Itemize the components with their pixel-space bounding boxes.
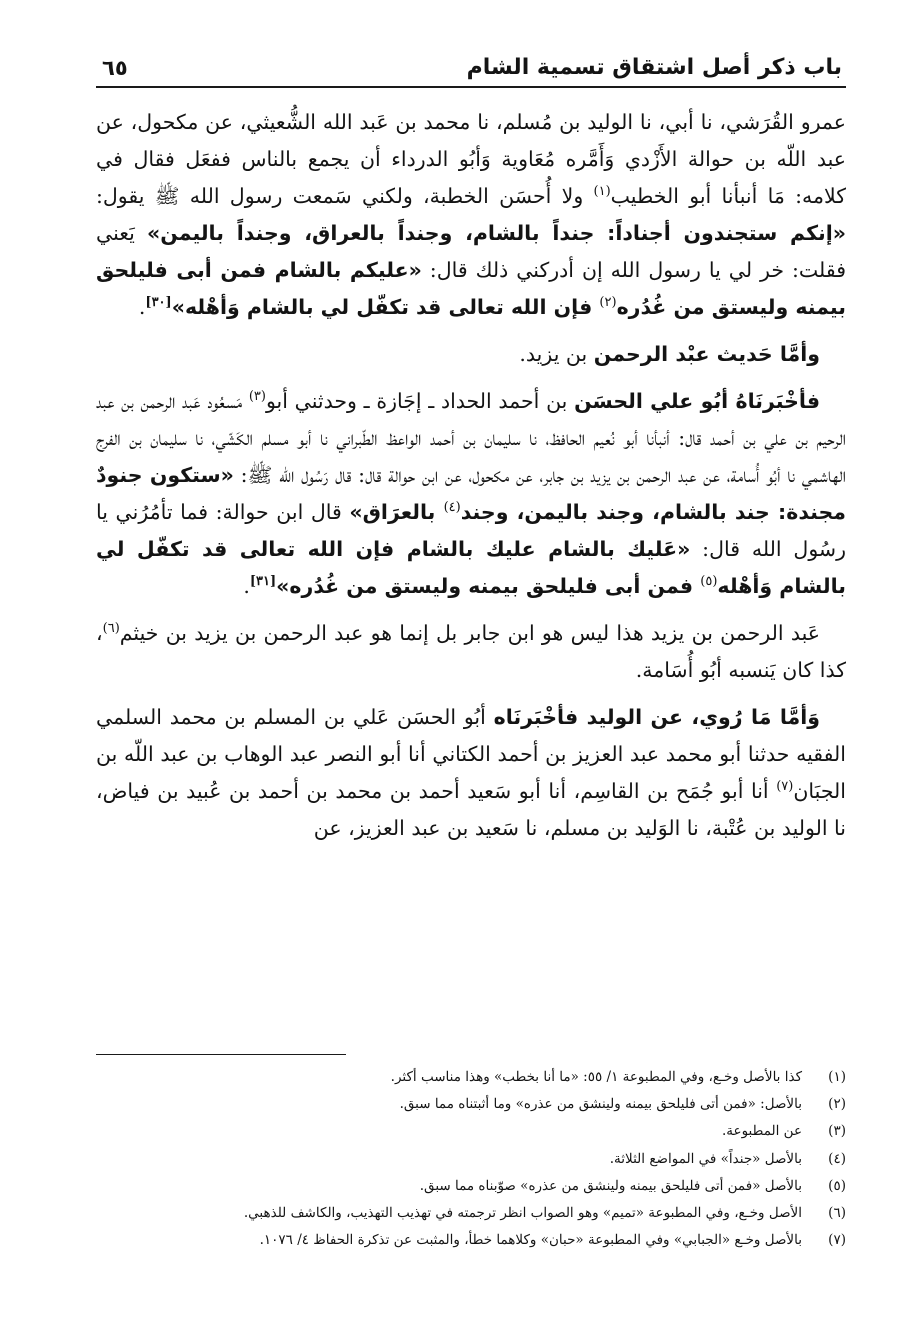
footnote-text: بالأصل وخـع «الجبابي» وفي المطبوعة «حبان» وكلاهما خطأ، والمثبت عن تذكرة الحفاظ ٤/ ١٠٧٦. [259, 1232, 802, 1249]
chapter-title: باب ذكر أصل اشتقاق تسمية الشام [466, 55, 842, 80]
paragraph-4 [96, 615, 846, 689]
footnote-text: كذا بالأصل وخـع، وفي المطبوعة ١/ ٥٥: «ما أنا بخطب» وهذا مناسب أكثر. [390, 1069, 802, 1085]
footnote-number: (١) [828, 1069, 846, 1085]
text-run: قال ابن حوالة: فما تأمُرُني يا رسُول الله قال: [96, 500, 846, 561]
text-run: . [243, 574, 250, 598]
hadith-quote: بالعرَاق» [349, 500, 444, 524]
footnote-number: (٣) [828, 1123, 846, 1140]
text-run: ولا أُحسَن الخطبة، ولكني سَمعت رسول الله ﷺ يقول: [96, 184, 594, 208]
main-text [96, 104, 846, 847]
footnote [96, 1173, 846, 1200]
section-lead: فأخْبَرنَاهُ أبُو علي الحسَن [574, 389, 820, 413]
text-run: عَبد الرحمن بن يزيد هذا ليس هو ابن جابر بل إنما هو عبد الرحمن بن يزيد بن خيثم [119, 621, 820, 645]
footnote [96, 1200, 846, 1227]
footnote-marker-1: (١) [593, 184, 611, 199]
reference-number: [٣٠] [145, 295, 172, 310]
footnote-marker-3: (٣) [248, 389, 266, 404]
footnote-marker-4: (٤) [443, 500, 461, 515]
text-run: يَعني فقلت: خر لي يا رسول الله إن أدركني ذلك قال: [96, 221, 846, 282]
hadith-quote: «إنكم ستجندون أجناداً: جنداً بالشام، وجنداً بالعراق، وجنداً باليمن» [147, 221, 847, 245]
hadith-quote: «ستكون جنودٌ مجندة: جند بالشام، وجند باليمن، وجند [96, 463, 846, 524]
footnote-divider [96, 1054, 346, 1055]
footnote [96, 1227, 846, 1254]
hadith-quote: «عليكم بالشام فمن أبى فليلحق بيمنه وليستق من غُدُره [96, 258, 846, 319]
hadith-quote: «عَليك بالشام عليك بالشام فإن الله تعالى قد تكفّل لي بالشام وَأهْله [96, 537, 846, 598]
paragraph-5 [96, 699, 846, 847]
footnote [96, 1064, 846, 1091]
footnote-text: بالأصل «جنداً» في المواضع الثلاثة. [609, 1150, 802, 1167]
text-run: أنا أبو جُمَح بن القاسِم، أنا أبو سَعيد أحمد بن محمد بن أحمد بن عُبيد بن فياض، نا الوليد بن عُتْبة، نا الوَليد بن مسلم، نا سَعيد بن عبد العزيز، عن [96, 779, 846, 840]
section-lead: وأمَّا حَديث عبْد الرحمن [593, 342, 820, 366]
paragraph-3 [96, 383, 846, 605]
hadith-quote: فإن الله تعالى قد تكفّل لي بالشام وَأهْله» [171, 295, 600, 319]
footnote-text: بالأصل: «فمن أتى فليلحق بيمنه ولينشق من عذره» وما أثبتناه مما سبق. [399, 1096, 802, 1113]
footnote [96, 1146, 846, 1173]
running-header [96, 40, 846, 88]
text-run: . [138, 295, 146, 319]
text-run: مَسعُود عَبد الرحمن بن عبد الرحيم بن علي بن أحمد قال: أنبأنا أبو نُعيم الحافظ، نا سليمان بن أحمد الواعظ الطّبراني نا أبو مسلم الكَشّي، نا سليمان بن الفرج الهاشمي نا أبُو أُسامة، عن عبد الرحمن بن يزيد بن جابر، عن مكحول، عن ابن حوالة قال: قال رَسُول الله ﷺ: [96, 389, 846, 487]
paragraph-1 [96, 104, 846, 326]
footnote-number: (٦) [828, 1205, 846, 1222]
footnote-number: (٥) [828, 1177, 846, 1194]
page-number: ٦٥ [102, 56, 128, 80]
footnote-number: (٧) [828, 1232, 846, 1249]
footnote-text: الأصل وخـع، وفي المطبوعة «تميم» وهو الصواب انظر ترجمته في تهذيب التهذيب، والكاشف للذهبي. [243, 1205, 802, 1222]
footnote-marker-7: (٧) [776, 779, 794, 794]
footnote-text: بالأصل «فمن أتى فليلحق بيمنه ولينشق من عذره» صوّبناه مما سبق. [419, 1177, 802, 1194]
footnote-marker-5: (٥) [700, 574, 718, 589]
footnote-text: عن المطبوعة. [722, 1123, 802, 1140]
text-run: عمرو القُرَشي، نا أبي، نا الوليد بن مُسلم، نا محمد بن عَبد الله الشُّعيثي، عن مكحول، عن عبد اللّه بن حوالة الأَزْدي وَأَمَّره مُعَاوية وَأبُو الدرداء أن يجمع بالناس ففعَل فقال في كلامه: مَا أنبأنا أبو الخطيب [96, 110, 846, 208]
footnote-number: (٢) [828, 1096, 846, 1113]
text-run: ، كذا كان يَنسبه أبُو أُسَامة. [96, 621, 846, 682]
section-lead: وَأمَّا مَا رُوي، عن الوليد فأخْبَرنَاه [493, 705, 820, 729]
footnote-marker-2: (٢) [599, 295, 617, 310]
footnote-marker-6: (٦) [102, 621, 120, 636]
text-run: أبُو الحسَن عَلي بن المسلم بن محمد السلمي الفقيه حدثنا أبو محمد عبد العزيز بن أحمد الكتاني أنا أبو النصر عبد الوهاب بن عبد اللّه بن الجبَان [96, 705, 846, 803]
hadith-quote: فمن أبى فليلحق بيمنه وليستق من غُدُره» [276, 574, 701, 598]
footnote [96, 1118, 846, 1145]
text-run: بن يزيد. [519, 342, 594, 366]
paragraph-2 [96, 336, 846, 373]
text-run: بن أحمد الحداد ـ إجَازة ـ وحدثني أبو [265, 389, 575, 413]
footnotes [96, 1064, 846, 1254]
reference-number: [٣١] [249, 574, 277, 589]
footnote-number: (٤) [828, 1150, 846, 1167]
footnote [96, 1091, 846, 1118]
